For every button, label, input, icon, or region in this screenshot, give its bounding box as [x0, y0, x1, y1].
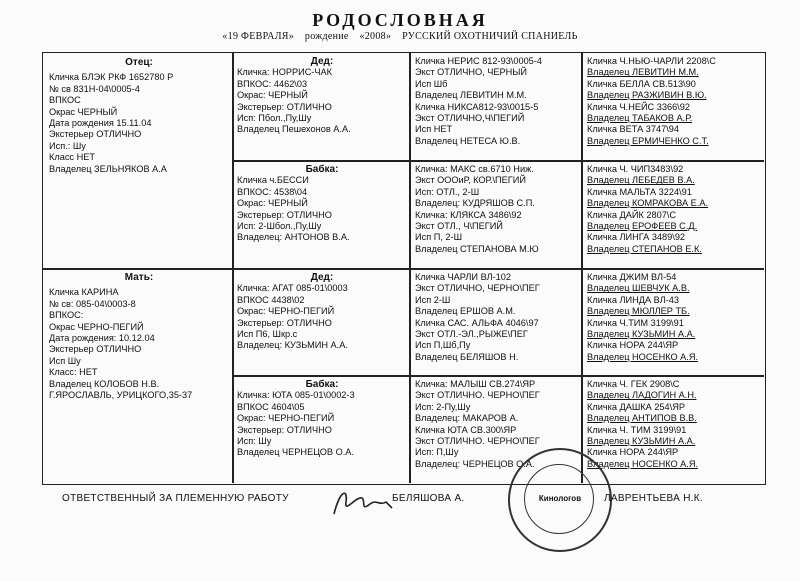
pedigree-line: Владелец КОМРАКОВА Е.А.: [587, 198, 708, 209]
pedigree-line: ВПКОС:: [49, 310, 84, 321]
grandparent-header: Бабка:: [305, 379, 339, 390]
pedigree-line: Владелец ЛЕВИТИН М.М.: [415, 90, 527, 101]
pedigree-line: Владелец БЕЛЯШОВ Н.: [415, 351, 519, 362]
pedigree-line: Кличка НИКСА812-93\0015-5: [415, 101, 539, 112]
pedigree-line: Кличка ЧАРЛИ ВЛ-102: [415, 272, 512, 282]
pedigree-line: Владелец НОСЕНКО А.Я.: [587, 351, 699, 362]
pedigree-line: Экстерьер: ОТЛИЧНО: [237, 317, 332, 328]
mother-header: Мать:: [124, 272, 154, 283]
pedigree-line: Владелец ЧЕРНЕЦОВ О.А.: [237, 447, 354, 458]
pedigree-line: Кличка: МАКС св.6710 Ниж.: [415, 164, 534, 174]
pedigree-line: Владелец ЛЕВИТИН М.М.: [587, 67, 699, 78]
pedigree-line: Владелец РАЗЖИВИН В.Ю.: [587, 90, 707, 101]
pedigree-line: ВПКОС: 4462\03: [237, 78, 308, 89]
grandparent-header: Дед:: [310, 272, 334, 283]
pedigree-line: Исп 2-Ш: [415, 294, 451, 305]
document-title: РОДОСЛОВНАЯ: [312, 10, 488, 30]
pedigree-line: Кличка ЛИНГА 3489\92: [587, 232, 686, 243]
gen4-cell-2: [587, 164, 763, 267]
mother-cell: [49, 272, 229, 480]
pedigree-line: Владелец КУЗЬМИН А.А.: [587, 329, 696, 340]
birth-year: «2008»: [359, 31, 392, 42]
pedigree-line: Владелец НЕТЕСА Ю.В.: [415, 135, 521, 146]
pedigree-line: Исп Шб: [415, 78, 448, 89]
pedigree-line: Кличка САС. АЛЬФА 4046\97: [415, 317, 539, 328]
pedigree-line: Владелец АНТИПОВ В.В.: [587, 413, 697, 424]
pedigree-line: Дата рождения: 10.12.04: [49, 333, 155, 344]
gen4-cell-3: [587, 272, 763, 375]
pedigree-line: Класс НЕТ: [49, 152, 95, 163]
pedigree-line: Владелец: КУЗЬМИН А.А.: [237, 340, 348, 351]
pedigree-line: Кличка Ч.ТИМ 3199\91: [587, 317, 684, 328]
pedigree-line: Кличка БЕЛЛА СВ.513\90: [587, 78, 696, 89]
pedigree-line: Кличка ДЖИМ ВЛ-54: [587, 272, 677, 282]
pedigree-line: Исп: П,Шу: [415, 447, 459, 458]
pedigree-line: Кличка НОРА 244\ЯР: [587, 340, 679, 351]
pedigree-line: Владелец СТЕПАНОВА М.Ю: [415, 243, 539, 254]
pedigree-line: Экст ОТЛИЧНО. ЧЕРНО\ПЕГ: [415, 436, 540, 447]
pedigree-line: Владелец КОЛОБОВ Н.В.: [49, 378, 160, 389]
pedigree-line: Исп П6, Шкр.с: [237, 329, 298, 340]
pedigree-line: Кличка НЕРИС 812-93\0005-4: [415, 56, 542, 66]
pedigree-line: Экстерьер: ОТЛИЧНО: [237, 101, 332, 112]
pedigree-line: Владелец ЗЕЛЬНЯКОВ А.А: [49, 163, 167, 174]
pedigree-line: Окрас: ЧЕРНЫЙ: [237, 90, 308, 101]
birth-date: «19 ФЕВРАЛЯ»: [222, 31, 295, 42]
pedigree-line: Экст ОТЛИЧНО. ЧЕРНО\ПЕГ: [415, 390, 540, 401]
father-header: Отец:: [125, 57, 153, 68]
grandmother-maternal-cell: [237, 379, 407, 482]
signature: [326, 484, 396, 524]
pedigree-line: Кличка: НОРРИС-ЧАК: [237, 67, 333, 78]
pedigree-line: Экст ОТЛИЧНО,Ч\ПЕГИЙ: [415, 113, 525, 124]
pedigree-line: Кличка ч.БЕССИ: [237, 175, 309, 186]
second-person: ЛАВРЕНТЬЕВА Н.К.: [604, 493, 703, 504]
pedigree-line: Кличка Ч.НЕЙС 3366\92: [587, 101, 690, 112]
pedigree-line: Владелец ЕРОФЕЕВ С.Д.: [587, 221, 698, 232]
pedigree-line: Экст ОТЛИЧНО, ЧЕРНО\ПЕГ: [415, 283, 540, 294]
gen3-cell-2: [415, 164, 579, 267]
pedigree-line: Кличка БЛЭК РКФ 1652780 Р: [49, 72, 174, 83]
pedigree-line: ВПКОС: [49, 95, 81, 106]
pedigree-line: Исп.: Шу: [49, 140, 86, 151]
pedigree-line: Кличка МАЛЬТА 3224\91: [587, 186, 692, 197]
gen3-cell-3: [415, 272, 579, 375]
grandfather-paternal-cell: [237, 56, 407, 159]
pedigree-line: № св 831Н-04\0005-4: [49, 83, 140, 94]
pedigree-line: ВПКОС: 4538\04: [237, 186, 308, 197]
pedigree-line: Исп: 2-Шбол.,Пу,Шу: [237, 221, 322, 232]
pedigree-line: Окрас: ЧЕРНЫЙ: [237, 198, 308, 209]
pedigree-line: Кличка: ЮТА 085-01\0002-3: [237, 390, 355, 401]
responsible-person: БЕЛЯШОВА А.: [392, 493, 465, 504]
pedigree-line: Окрас: ЧЕРНО-ПЕГИЙ: [237, 306, 335, 317]
pedigree-line: Кличка Ч. ГЕК 2908\С: [587, 379, 680, 389]
responsible-label: ОТВЕТСТВЕННЫЙ ЗА ПЛЕМЕННУЮ РАБОТУ: [62, 493, 289, 504]
pedigree-line: Кличка НОРА 244\ЯР: [587, 447, 679, 458]
pedigree-line: Исп: Шу: [237, 436, 272, 447]
pedigree-table: [42, 52, 766, 485]
pedigree-line: Кличка ЮТА СВ.300\ЯР: [415, 424, 517, 435]
pedigree-line: Владелец ЕРМИЧЕНКО С.Т.: [587, 135, 709, 146]
pedigree-line: Владелец ЛАДОГИН А.Н.: [587, 390, 697, 401]
pedigree-line: № св: 085-04\0003-8: [49, 298, 136, 309]
pedigree-line: Исп НЕТ: [415, 124, 453, 135]
breed-name: РУССКИЙ ОХОТНИЧИЙ СПАНИЕЛЬ: [402, 31, 578, 42]
pedigree-line: Владелец ТАБАКОВ А.Р.: [587, 113, 693, 124]
pedigree-line: Дата рождения 15.11.04: [49, 118, 152, 129]
pedigree-line: Окрас: ЧЕРНО-ПЕГИЙ: [237, 413, 335, 424]
pedigree-line: Экстерьер ОТЛИЧНО: [49, 344, 142, 355]
gen4-cell-4: [587, 379, 763, 482]
pedigree-line: Кличка Ч.НЬЮ-ЧАРЛИ 2208\С: [587, 56, 716, 66]
pedigree-line: Кличка ДАШКА 254\ЯР: [587, 401, 685, 412]
pedigree-line: ВПКОС 4438\02: [237, 294, 305, 305]
pedigree-line: Владелец СТЕПАНОВ Е.К.: [587, 243, 702, 254]
pedigree-line: Исп: Пбол.,Пу,Шу: [237, 113, 312, 124]
pedigree-line: Исп: 2-Пу,Шу: [415, 401, 471, 412]
grandfather-maternal-cell: [237, 272, 407, 375]
birth-label: рождение: [304, 31, 349, 42]
grandparent-header: Дед:: [310, 56, 334, 67]
pedigree-line: Кличка: КЛЯКСА 3486\92: [415, 209, 522, 220]
pedigree-line: Экст ОТЛ.-ЭЛ.,РЫЖЕ\ПЕГ: [415, 329, 528, 340]
pedigree-line: Окрас ЧЕРНЫЙ: [49, 106, 118, 117]
pedigree-line: Кличка Ч. ЧИП3483\92: [587, 164, 684, 174]
pedigree-line: Владелец: КУДРЯШОВ С.П.: [415, 198, 535, 209]
pedigree-line: Кличка ЛИНДА ВЛ-43: [587, 294, 680, 305]
pedigree-line: Класс: НЕТ: [49, 367, 98, 378]
pedigree-line: Исп Шу: [49, 355, 81, 366]
pedigree-line: Исп: ОТЛ., 2-Ш: [415, 186, 480, 197]
pedigree-line: Экстерьер: ОТЛИЧНО: [237, 424, 332, 435]
organization-stamp: [508, 448, 612, 552]
pedigree-line: Владелец: МАКАРОВ А.: [415, 413, 519, 424]
pedigree-line: Владелец: ЧЕРНЕЦОВ О.А.: [415, 458, 535, 469]
grandmother-paternal-cell: [237, 164, 407, 267]
grandparent-header: Бабка:: [305, 164, 339, 175]
pedigree-line: Владелец НОСЕНКО А.Я.: [587, 458, 699, 469]
pedigree-line: Владелец МЮЛЛЕР ТБ.: [587, 306, 690, 317]
pedigree-line: Владелец ЛЕБЕДЕВ В.А.: [587, 175, 695, 186]
pedigree-line: Окрас ЧЕРНО-ПЕГИЙ: [49, 321, 144, 332]
pedigree-line: Экстерьер ОТЛИЧНО: [49, 129, 142, 140]
pedigree-line: ВПКОС 4604\05: [237, 401, 305, 412]
pedigree-line: Кличка ДАЙК 2807\С: [587, 209, 676, 220]
pedigree-line: Экст ОТЛИЧНО, ЧЕРНЫЙ: [415, 67, 528, 78]
pedigree-line: Кличка: АГАТ 085-01\0003: [237, 283, 348, 294]
pedigree-line: Кличка: МАЛЫШ СВ.274\ЯР: [415, 379, 536, 389]
pedigree-line: Кличка ВЕТА 3747\94: [587, 124, 679, 135]
pedigree-line: Владелец КУЗЬМИН А.А.: [587, 436, 696, 447]
pedigree-line: Экст ОООиР, КОР.\ПЕГИЙ: [415, 175, 526, 186]
stamp-text: Кинологов: [538, 494, 582, 503]
pedigree-line: Владелец ЕРШОВ А.М.: [415, 306, 516, 317]
pedigree-line: Владелец: АНТОНОВ В.А.: [237, 232, 350, 243]
pedigree-line: Экст ОТЛ., Ч\ПЕГИЙ: [415, 221, 503, 232]
gen3-cell-1: [415, 56, 579, 159]
pedigree-line: Исп П,Шб,Пу: [415, 340, 471, 351]
pedigree-line: Кличка Ч. ТИМ 3199\91: [587, 424, 687, 435]
gen4-cell-1: [587, 56, 763, 159]
pedigree-line: Владелец Пешехонов А.А.: [237, 124, 351, 135]
pedigree-line: Кличка КАРИНА: [49, 287, 119, 298]
father-cell: [49, 57, 229, 265]
pedigree-line: Исп П, 2-Ш: [415, 232, 463, 243]
pedigree-line: Г.ЯРОСЛАВЛЬ, УРИЦКОГО,35-37: [49, 390, 193, 401]
document-subtitle: [0, 31, 800, 42]
pedigree-line: Экстерьер: ОТЛИЧНО: [237, 209, 332, 220]
pedigree-line: Владелец ШЕВЧУК А.В.: [587, 283, 690, 294]
